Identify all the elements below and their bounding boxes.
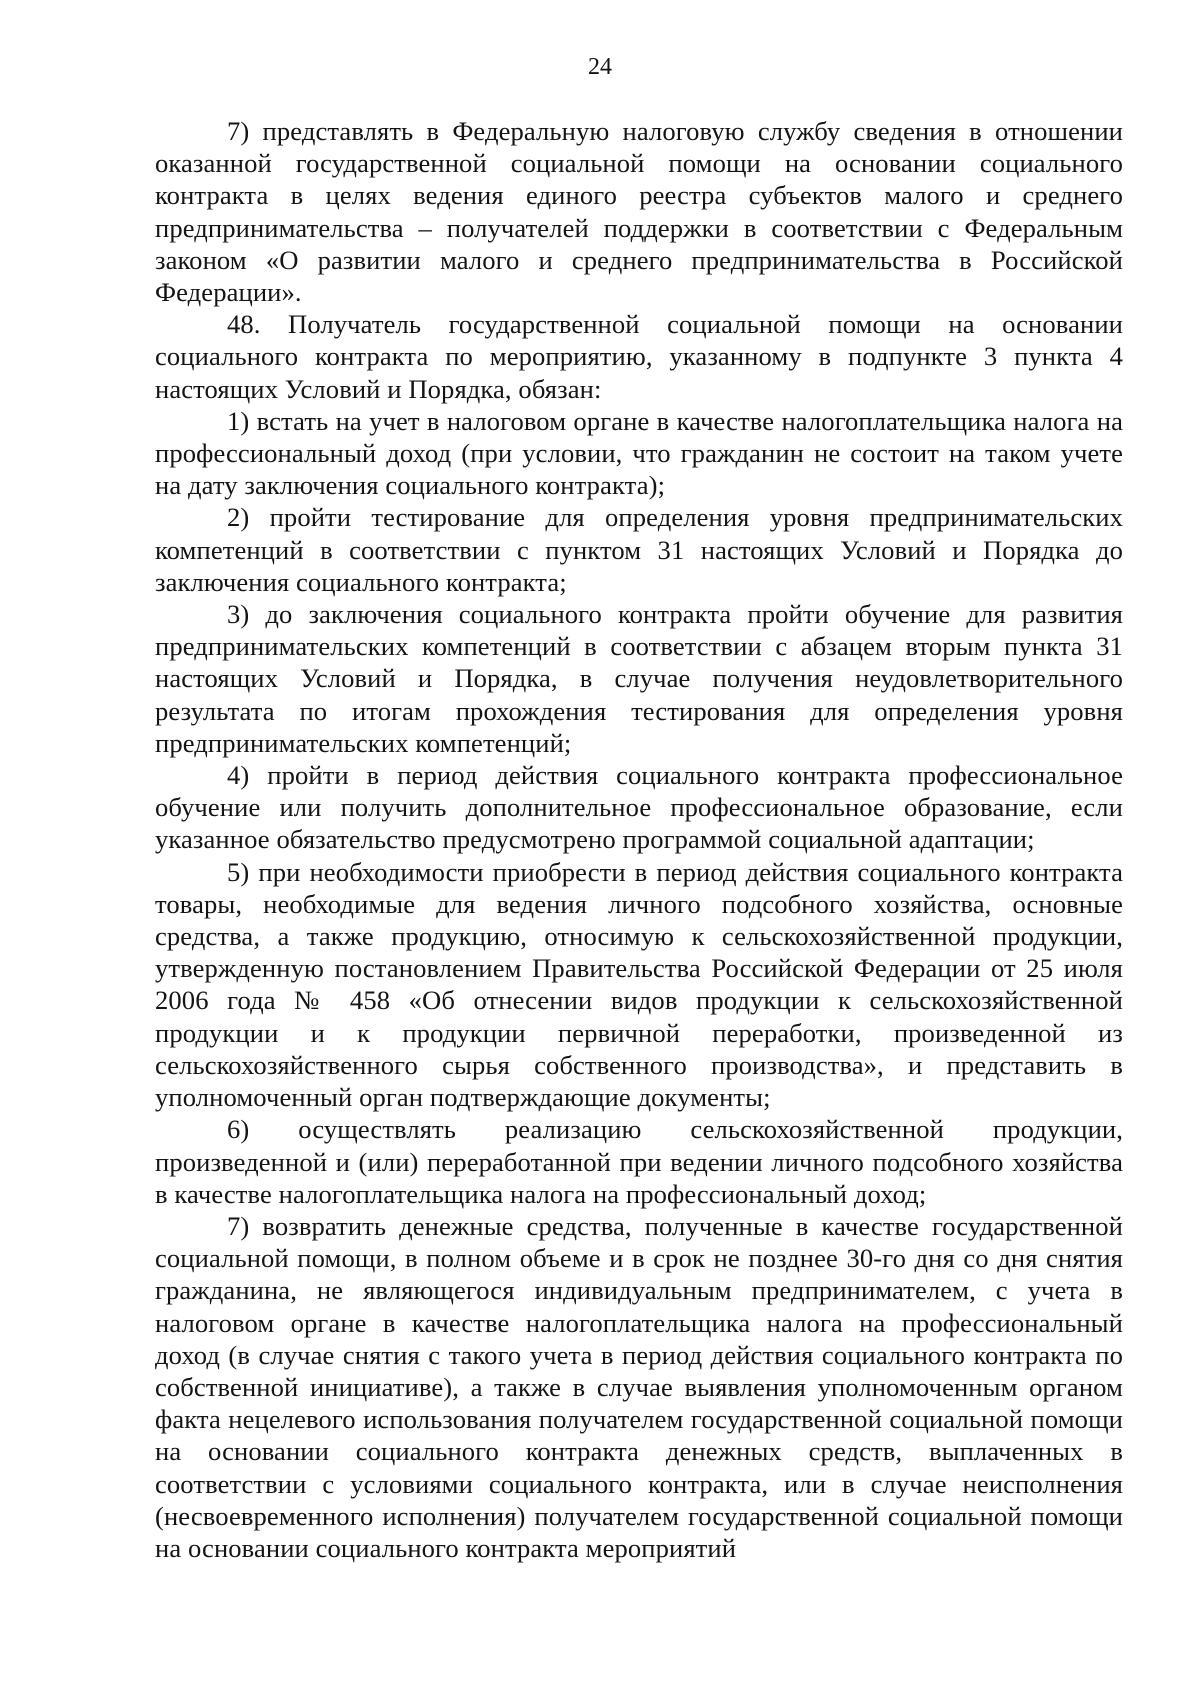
document-body	[155, 115, 1123, 1564]
paragraph-48-heading: 48. Получатель государственной социальной помощи на основании социального контракта по мероприятию, указанному в подпункте 3 пункта 4 настоящих Условий и Порядка, обязан:	[155, 309, 1123, 404]
paragraph-item-6-sales: 6) осуществлять реализацию сельскохозяйственной продукции, произведенной и (или) переработанной при ведении личного подсобного хозяйства в качестве налогоплательщика налога на профессиональный доход;	[155, 1114, 1123, 1209]
paragraph-item-2-testing: 2) пройти тестирование для определения уровня предпринимательских компетенций в соответствии с пунктом 31 настоящих Условий и Порядка до заключения социального контракта;	[155, 502, 1123, 597]
paragraph-item-3-training: 3) до заключения социального контракта пройти обучение для развития предпринимательских компетенций в соответствии с абзацем вторым пункта 31 настоящих Условий и Порядка, в случае получения неудовлетворительного результата по итогам прохождения тестирования для определения уровня предпринимательских компетенций;	[155, 599, 1123, 758]
paragraph-item-7-tax-service: 7) представлять в Федеральную налоговую службу сведения в отношении оказанной государственной социальной помощи на основании социального контракта в целях ведения единого реестра субъектов малого и среднего предпринимательства – получателей поддержки в соответствии с Федеральным законом «О развитии малого и среднего предпринимательства в Российской Федерации».	[155, 116, 1123, 308]
page-number: 24	[588, 54, 612, 80]
paragraph-item-5-purchase-goods: 5) при необходимости приобрести в период действия социального контракта товары, необходимые для ведения личного подсобного хозяйства, основные средства, а также продукцию, относимую к сельскохозяйственной продукции, утвержденную постановлением Правительства Российской Федерации от 25 июля 2006 года № 458 «Об отнесении видов продукции к сельскохозяйственной продукции и к продукции первичной переработки, произведенной из сельскохозяйственного сырья собственного производства», и представить в уполномоченный орган подтверждающие документы;	[155, 856, 1123, 1113]
paragraph-item-1-tax-registration: 1) встать на учет в налоговом органе в качестве налогоплательщика налога на профессиональный доход (при условии, что гражданин не состоит на таком учете на дату заключения социального контракта);	[155, 405, 1123, 501]
paragraph-item-7-refund: 7) возвратить денежные средства, полученные в качестве государственной социальной помощи, в полном объеме и в срок не позднее 30-го дня со дня снятия гражданина, не являющегося индивидуальным предпринимателем, с учета в налоговом органе в качестве налогоплательщика налога на профессиональный доход (в случае снятия с такого учета в период действия социального контракта по собственной инициативе), а также в случае выявления уполномоченным органом факта нецелевого использования получателем государственной социальной помощи на основании социального контракта денежных средств, выплаченных в соответствии с условиями социального контракта, или в случае неисполнения (несвоевременного исполнения) получателем государственной социальной помощи на основании социального контракта мероприятий	[155, 1210, 1123, 1563]
paragraph-item-4-professional-education: 4) пройти в период действия социального контракта профессиональное обучение или получить дополнительное профессиональное образование, если указанное обязательство предусмотрено программой социальной адаптации;	[155, 760, 1123, 855]
